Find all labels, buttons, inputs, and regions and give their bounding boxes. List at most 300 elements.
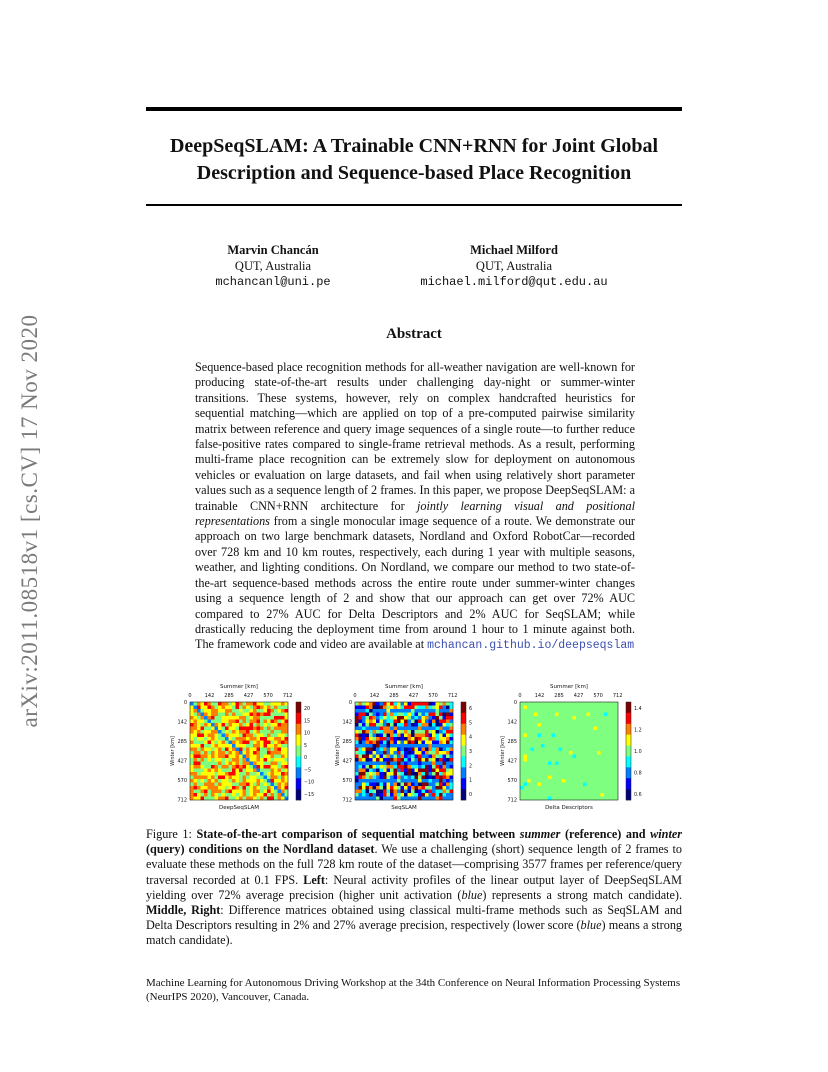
heatmap-cell: [397, 709, 401, 713]
heatmap-cell: [218, 765, 222, 769]
heatmap-cell: [222, 730, 226, 734]
heatmap-cell: [285, 737, 289, 741]
heatmap-cell: [373, 723, 377, 727]
heatmap-cell: [271, 720, 275, 724]
heatmap-cell: [534, 706, 538, 710]
heatmap-cell: [615, 762, 619, 766]
heatmap-cell: [604, 765, 608, 769]
heatmap-cell: [366, 713, 370, 717]
heatmap-cell: [450, 709, 454, 713]
heatmap-cell: [250, 716, 254, 720]
heatmap-cell: [418, 737, 422, 741]
heatmap-cell: [401, 762, 405, 766]
heatmap-cell: [580, 758, 584, 762]
heatmap-cell: [576, 748, 580, 752]
heatmap-cell: [271, 786, 275, 790]
heatmap-cell: [415, 723, 419, 727]
heatmap-cell: [541, 748, 545, 752]
heatmap-cell: [281, 727, 285, 731]
heatmap-cell: [197, 776, 201, 780]
heatmap-cell: [404, 720, 408, 724]
heatmap-cell: [250, 734, 254, 738]
heatmap-cell: [415, 772, 419, 776]
heatmap-cell: [401, 730, 405, 734]
heatmap-cell: [204, 765, 208, 769]
x-tick-label: 0: [353, 693, 357, 699]
heatmap-cell: [590, 713, 594, 717]
heatmap-cell: [545, 762, 549, 766]
heatmap-cell: [211, 762, 215, 766]
heatmap-cell: [548, 790, 552, 794]
heatmap-cell: [208, 720, 212, 724]
heatmap-cell: [190, 720, 194, 724]
heatmap-cell: [429, 779, 433, 783]
heatmap-cell: [545, 751, 549, 755]
heatmap-cell: [215, 793, 219, 797]
heatmap-cell: [204, 751, 208, 755]
heatmap-cell: [545, 720, 549, 724]
heatmap-cell: [538, 779, 542, 783]
heatmap-cell: [271, 769, 275, 773]
heatmap-cell: [604, 744, 608, 748]
heatmap-cell: [211, 797, 215, 801]
heatmap-cell: [538, 727, 542, 731]
heatmap-cell: [211, 706, 215, 710]
heatmap-cell: [246, 793, 250, 797]
heatmap-cell: [369, 716, 373, 720]
heatmap-cell: [587, 706, 591, 710]
heatmap-cell: [208, 741, 212, 745]
heatmap-cell: [362, 762, 366, 766]
x-tick-label: 142: [369, 693, 380, 699]
heatmap-cell: [541, 723, 545, 727]
heatmap-cell: [253, 755, 257, 759]
heatmap-cell: [225, 727, 229, 731]
heatmap-cell: [278, 709, 282, 713]
heatmap-cell: [555, 744, 559, 748]
heatmap-cell: [439, 713, 443, 717]
heatmap-cell: [531, 772, 535, 776]
heatmap-cell: [215, 783, 219, 787]
heatmap-cell: [376, 786, 380, 790]
heatmap-cell: [383, 741, 387, 745]
heatmap-cell: [232, 786, 236, 790]
heatmap-cell: [366, 734, 370, 738]
heatmap-cell: [404, 772, 408, 776]
heatmap-cell: [373, 716, 377, 720]
heatmap-cell: [552, 765, 556, 769]
author-2: [400, 242, 628, 290]
heatmap-cell: [534, 727, 538, 731]
heatmap-cell: [450, 783, 454, 787]
heatmap-cell: [527, 709, 531, 713]
heatmap-cell: [243, 702, 247, 706]
author-email[interactable]: mchancanl@uni.pe: [215, 275, 331, 289]
heatmap-cell: [201, 786, 205, 790]
heatmap-cell: [425, 727, 429, 731]
heatmap-cell: [562, 737, 566, 741]
heatmap-cell: [580, 748, 584, 752]
heatmap-cell: [243, 758, 247, 762]
heatmap-cell: [264, 758, 268, 762]
heatmap-cell: [253, 744, 257, 748]
heatmap-cell: [566, 797, 570, 801]
heatmap-cell: [274, 779, 278, 783]
heatmap-cell: [418, 783, 422, 787]
heatmap-cell: [408, 769, 412, 773]
colorbar-tick-label: 1.0: [634, 750, 642, 755]
caption-text-2: : Neural activity profiles of the linear output layer of DeepSeqSLAM yielding over 72% average precision (higher unit activation (: [146, 872, 682, 902]
heatmap-cell: [446, 772, 450, 776]
heatmap-cell: [552, 783, 556, 787]
heatmap-cell: [573, 769, 577, 773]
heatmap-cell: [257, 702, 261, 706]
heatmap-cell: [267, 758, 271, 762]
heatmap-cell: [555, 755, 559, 759]
heatmap-cell: [580, 783, 584, 787]
colorbar-segment: [296, 713, 301, 724]
heatmap-cell: [267, 751, 271, 755]
heatmap-cell: [576, 727, 580, 731]
heatmap-cell: [527, 755, 531, 759]
heatmap-cell: [197, 723, 201, 727]
heatmap-cell: [236, 702, 240, 706]
heatmap-cell: [397, 730, 401, 734]
heatmap-cell: [225, 737, 229, 741]
heatmap-cell: [232, 702, 236, 706]
heatmap-cell: [408, 779, 412, 783]
heatmap-cell: [243, 723, 247, 727]
heatmap-cell: [229, 772, 233, 776]
heatmap-cell: [264, 793, 268, 797]
heatmap-cell: [257, 797, 261, 801]
heatmap-cell: [383, 716, 387, 720]
heatmap-cell: [404, 762, 408, 766]
y-tick-label: 0: [513, 700, 517, 706]
heatmap-cell: [566, 716, 570, 720]
heatmap-cell: [208, 765, 212, 769]
heatmap-cell: [615, 758, 619, 762]
heatmap-cell: [380, 762, 384, 766]
heatmap-cell: [225, 741, 229, 745]
heatmap-cell: [267, 713, 271, 717]
heatmap-cell: [253, 741, 257, 745]
heatmap-cell: [450, 744, 454, 748]
heatmap-cell: [274, 783, 278, 787]
abstract-body: [195, 360, 635, 654]
heatmap-cell: [531, 741, 535, 745]
heatmap-cell: [573, 730, 577, 734]
heatmap-cell: [222, 776, 226, 780]
project-link[interactable]: mchancan.github.io/deepseqslam: [427, 639, 635, 653]
heatmap-cell: [545, 769, 549, 773]
heatmap-cell: [604, 706, 608, 710]
author-email[interactable]: michael.milford@qut.edu.au: [420, 275, 608, 289]
heatmap-cell: [559, 716, 563, 720]
heatmap-cell: [611, 751, 615, 755]
heatmap-cell: [552, 748, 556, 752]
heatmap-cell: [566, 758, 570, 762]
heatmap-cell: [555, 779, 559, 783]
y-tick-label: 142: [507, 719, 517, 726]
heatmap-cell: [267, 776, 271, 780]
heatmap-cell: [387, 797, 391, 801]
heatmap-cell: [278, 748, 282, 752]
heatmap-cell: [583, 713, 587, 717]
heatmap-cell: [552, 755, 556, 759]
heatmap-cell: [194, 706, 198, 710]
heatmap-cell: [404, 709, 408, 713]
heatmap-cell: [232, 737, 236, 741]
heatmap-cell: [548, 755, 552, 759]
heatmap-cell: [236, 734, 240, 738]
heatmap-cell: [264, 706, 268, 710]
heatmap-cell: [597, 706, 601, 710]
heatmap-cell: [383, 769, 387, 773]
heatmap-cell: [190, 765, 194, 769]
heatmap-cell: [253, 709, 257, 713]
heatmap-cell: [555, 709, 559, 713]
heatmap-cell: [590, 744, 594, 748]
heatmap-cell: [274, 727, 278, 731]
heatmap-cell: [415, 793, 419, 797]
heatmap-cell: [562, 748, 566, 752]
heatmap-cell: [401, 786, 405, 790]
heatmap-cell: [611, 776, 615, 780]
heatmap-cell: [285, 786, 289, 790]
heatmap-cell: [215, 797, 219, 801]
heatmap-cell: [281, 713, 285, 717]
heatmap-cell: [415, 730, 419, 734]
heatmap-cell: [587, 779, 591, 783]
x-axis-label: Summer [km]: [385, 684, 423, 690]
heatmap-cell: [215, 769, 219, 773]
heatmap-cell: [264, 748, 268, 752]
heatmap-cell: [225, 734, 229, 738]
colorbar-tick-label: −5: [304, 768, 312, 774]
heatmap-cell: [390, 797, 394, 801]
heatmap-cell: [278, 786, 282, 790]
heatmap-cell: [548, 758, 552, 762]
heatmap-cell: [359, 706, 363, 710]
heatmap-cell: [580, 706, 584, 710]
heatmap-cell: [594, 765, 598, 769]
heatmap-cell: [211, 758, 215, 762]
heatmap-cell: [397, 737, 401, 741]
heatmap-cell: [450, 786, 454, 790]
heatmap-cell: [373, 709, 377, 713]
heatmap-cell: [548, 744, 552, 748]
heatmap-cell: [204, 786, 208, 790]
heatmap-cell: [552, 769, 556, 773]
heatmap-cell: [597, 730, 601, 734]
heatmap-cell: [281, 741, 285, 745]
heatmap-cell: [439, 730, 443, 734]
heatmap-cell: [527, 786, 531, 790]
heatmap-cell: [562, 783, 566, 787]
heatmap-cell: [601, 783, 605, 787]
heatmap-cell: [232, 723, 236, 727]
heatmap-cell: [278, 751, 282, 755]
heatmap-cell: [271, 702, 275, 706]
heatmap-cell: [380, 730, 384, 734]
heatmap-cell: [552, 779, 556, 783]
heatmap-cell: [281, 737, 285, 741]
heatmap-cell: [197, 716, 201, 720]
heatmap-cell: [429, 744, 433, 748]
heatmap-cell: [432, 783, 436, 787]
heatmap-cell: [380, 793, 384, 797]
heatmap-cell: [524, 713, 528, 717]
heatmap-cell: [548, 716, 552, 720]
heatmap-cell: [373, 741, 377, 745]
colorbar-tick-label: 0.6: [634, 793, 642, 798]
heatmap-cell: [552, 737, 556, 741]
heatmap-cell: [601, 730, 605, 734]
heatmap-cell: [429, 727, 433, 731]
heatmap-cell: [390, 790, 394, 794]
x-tick-label: 427: [573, 693, 584, 699]
heatmap-cell: [583, 786, 587, 790]
heatmap-cell: [260, 786, 264, 790]
heatmap-cell: [281, 723, 285, 727]
heatmap-cell: [531, 779, 535, 783]
caption-blue-2: blue: [580, 918, 602, 933]
heatmap-cell: [422, 797, 426, 801]
heatmap-cell: [418, 741, 422, 745]
heatmap-cell: [573, 755, 577, 759]
heatmap-cell: [436, 790, 440, 794]
heatmap-cell: [520, 741, 524, 745]
heatmap-cell: [576, 716, 580, 720]
heatmap-cell: [380, 734, 384, 738]
heatmap-cell: [243, 797, 247, 801]
heatmap-cell: [243, 734, 247, 738]
colorbar-tick-label: 3: [469, 750, 473, 755]
heatmap-cell: [534, 755, 538, 759]
heatmap-cell: [369, 737, 373, 741]
heatmap-cell: [604, 734, 608, 738]
heatmap-cell: [534, 751, 538, 755]
y-tick-label: 427: [342, 758, 352, 765]
heatmap-cell: [552, 713, 556, 717]
heatmap-cell: [267, 744, 271, 748]
heatmap-cell: [436, 769, 440, 773]
heatmap-cell: [257, 751, 261, 755]
heatmap-cell: [366, 762, 370, 766]
heatmap-cell: [615, 769, 619, 773]
heatmap-cell: [580, 755, 584, 759]
heatmap-cell: [552, 758, 556, 762]
heatmap-cell: [411, 741, 415, 745]
heatmap-cell: [239, 748, 243, 752]
heatmap-cell: [380, 797, 384, 801]
heatmap-cell: [450, 706, 454, 710]
x-tick-label: 570: [263, 693, 273, 699]
caption-summer: summer: [519, 827, 561, 841]
colorbar-tick-label: 1: [469, 778, 473, 784]
heatmap-cell: [197, 702, 201, 706]
heatmap-cell: [197, 730, 201, 734]
heatmap-cell: [204, 779, 208, 783]
heatmap-cell: [215, 776, 219, 780]
heatmap-cell: [257, 748, 261, 752]
heatmap-cell: [527, 772, 531, 776]
heatmap-cell: [376, 744, 380, 748]
heatmap-cell: [611, 730, 615, 734]
heatmap-cell: [359, 762, 363, 766]
heatmap-cell: [408, 783, 412, 787]
heatmap-cell: [425, 748, 429, 752]
heatmap-cell: [587, 744, 591, 748]
heatmap-cell: [590, 727, 594, 731]
heatmap-cell: [250, 755, 254, 759]
heatmap-cell: [380, 744, 384, 748]
heatmap-cell: [597, 755, 601, 759]
heatmap-cell: [376, 716, 380, 720]
heatmap-cell: [376, 755, 380, 759]
heatmap-cell: [225, 748, 229, 752]
heatmap-cell: [580, 786, 584, 790]
heatmap-cell: [239, 702, 243, 706]
heatmap-cell: [190, 755, 194, 759]
heatmap-cell: [422, 779, 426, 783]
heatmap-cell: [366, 748, 370, 752]
heatmap-cell: [527, 765, 531, 769]
heatmap-cell: [569, 720, 573, 724]
heatmap-cell: [590, 772, 594, 776]
heatmap-cell: [229, 702, 233, 706]
heatmap-cell: [239, 786, 243, 790]
heatmap-cell: [425, 737, 429, 741]
heatmap-cell: [432, 713, 436, 717]
heatmap-cell: [538, 737, 542, 741]
heatmap-cell: [524, 790, 528, 794]
heatmap-cell: [573, 751, 577, 755]
heatmap-cell: [408, 790, 412, 794]
paper-title: [146, 133, 682, 187]
heatmap-cell: [232, 720, 236, 724]
heatmap-cell: [222, 769, 226, 773]
heatmap-cell: [573, 734, 577, 738]
heatmap-cell: [408, 744, 412, 748]
heatmap-cell: [429, 741, 433, 745]
heatmap-cell: [552, 790, 556, 794]
heatmap-cell: [204, 776, 208, 780]
heatmap-cell: [538, 758, 542, 762]
heatmap-cell: [590, 706, 594, 710]
heatmap-cell: [545, 776, 549, 780]
heatmap-cell: [404, 741, 408, 745]
heatmap-cell: [411, 713, 415, 717]
heatmap-cell: [369, 776, 373, 780]
heatmap-cell: [380, 758, 384, 762]
heatmap-cell: [201, 751, 205, 755]
heatmap-cell: [576, 769, 580, 773]
heatmap-cell: [425, 713, 429, 717]
heatmap-cell: [194, 783, 198, 787]
heatmap-cell: [285, 702, 289, 706]
heatmap-cell: [271, 765, 275, 769]
heatmap-cell: [583, 755, 587, 759]
heatmap-cell: [394, 744, 398, 748]
heatmap-cell: [260, 783, 264, 787]
heatmap-cell: [531, 702, 535, 706]
heatmap-cell: [408, 720, 412, 724]
heatmap-cell: [429, 706, 433, 710]
heatmap-cell: [524, 793, 528, 797]
heatmap-cell: [425, 720, 429, 724]
